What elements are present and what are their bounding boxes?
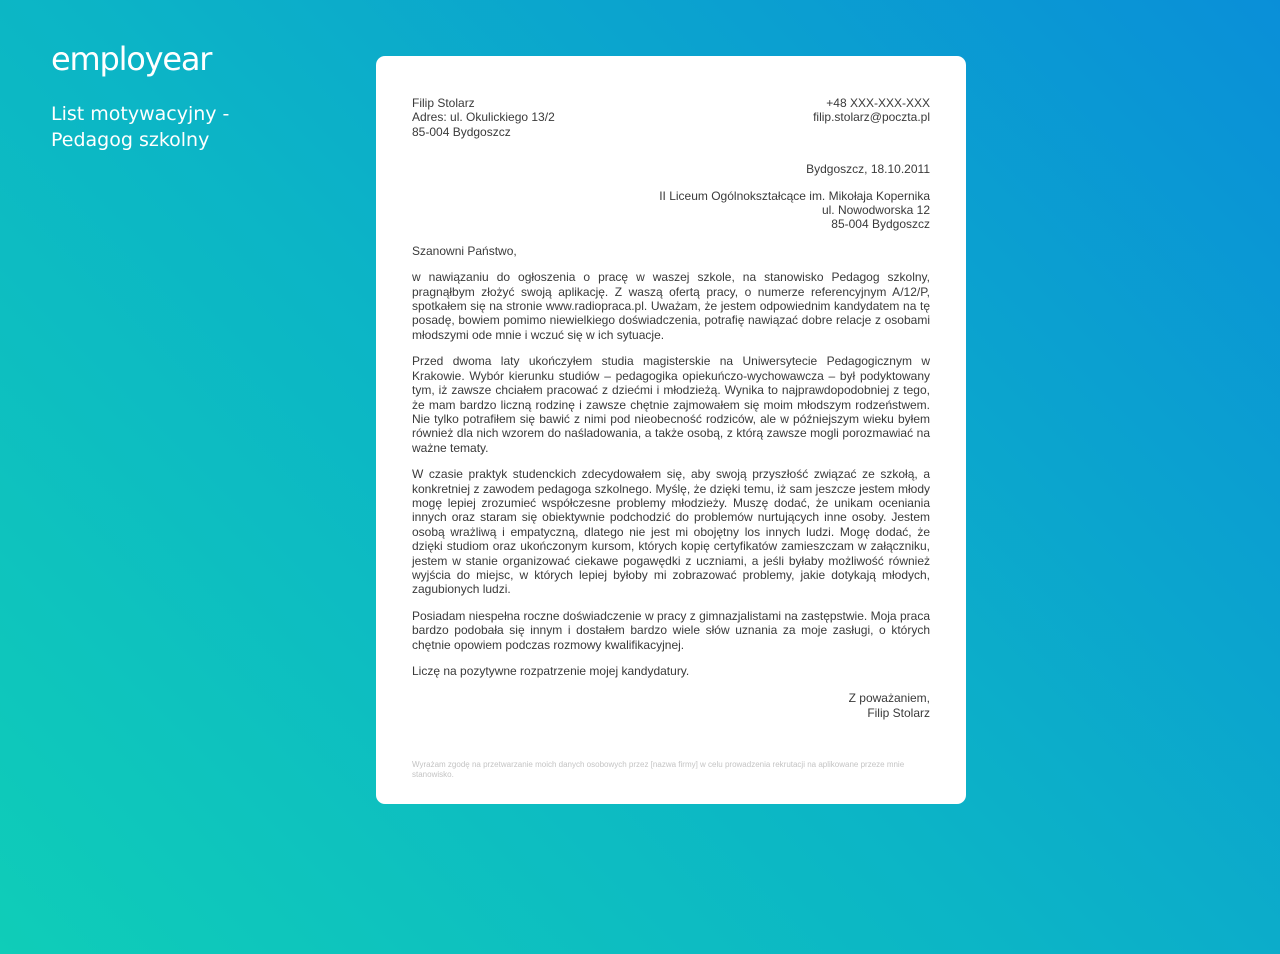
sender-city: 85-004 Bydgoszcz	[412, 124, 511, 139]
page-title-line-2: Pedagog szkolny	[51, 129, 210, 151]
sender-phone: +48 XXX-XXX-XXX	[826, 96, 930, 110]
letter-page	[376, 56, 966, 804]
letter-header	[412, 96, 930, 139]
body-paragraph-3: W czasie praktyk studenckich zdecydowałem się, aby swoją przyszłość związać ze szkołą, a konkretniej z zawodem pedagoga szkolnego. Myślę, że dzięki temu, iż sam jeszcze jestem młody mogę lepiej zrozumieć współczesne problemy młodzieży. Muszę dodać, że unikam oceniania innych oraz staram się obiektywnie podchodzić do problemów nurtujących inne osoby. Jestem osobą wrażliwą i empatyczną, dlatego nie jest mi obojętny los innych ludzi. Mogę dodać, że dzięki studiom oraz ukończonym kursom, których kopię certyfikatów zamieszczam w załączniku, jestem w stanie organizować ciekawe pogawędki z uczniami, a jeśli byłaby możliwość również wyjścia do miejsc, w których lepiej byłoby mi zobrazować problemy, jakie dotykają młodych, zagubionych ludzi.	[412, 467, 930, 597]
sender-address: Adres: ul. Okulickiego 13/2	[412, 110, 555, 125]
closing-phrase: Z poważaniem,	[848, 691, 930, 706]
recipient-block	[412, 189, 930, 232]
sender-name: Filip Stolarz	[412, 96, 475, 110]
closing-block	[412, 691, 930, 720]
body-paragraph-1: w nawiązaniu do ogłoszenia o pracę w waszej szkole, na stanowisko Pedagog szkolny, pragnąłbym złożyć swoją aplikację. Z waszą ofertą pracy, o numerze referencyjnym A/12/P, spotkałem się na stronie www.radiopraca.pl. Uważam, że jestem odpowiednim kandydatem na tę posadę, bowiem pomimo niewielkiego doświadczenia, potrafię nawiązać dobre relacje z osobami młodszymi ode mnie i wczuć się w ich sytuacje.	[412, 270, 930, 342]
employear-logo[interactable]: employear	[51, 40, 212, 78]
sender-email: filip.stolarz@poczta.pl	[813, 110, 930, 125]
gdpr-consent-clause: Wyrażam zgodę na przetwarzanie moich danych osobowych przez [nazwa firmy] w celu prowadzenia rekrutacji na aplikowane przeze mnie stanowisko.	[412, 760, 905, 780]
body-paragraph-5: Liczę na pozytywne rozpatrzenie mojej kandydatury.	[412, 664, 690, 678]
sender-block	[412, 96, 555, 139]
recipient-name: II Liceum Ogólnokształcące im. Mikołaja Kopernika	[659, 188, 930, 203]
salutation: Szanowni Państwo,	[412, 243, 517, 258]
recipient-city: 85-004 Bydgoszcz	[831, 217, 930, 232]
body-paragraph-2: Przed dwoma laty ukończyłem studia magisterskie na Uniwersytecie Pedagogicznym w Krakowie. Wybór kierunku studiów – pedagogika opiekuńczo-wychowawcza – był podyktowany tym, iż zawsze chciałem pracować z dziećmi i młodzieżą. Wynika to najprawdopodobniej z tego, że mam bardzo liczną rodzinę i zawsze chętnie zajmowałem się moim młodszym rodzeństwem. Nie tylko potrafiłem się bawić z nimi pod nieobecność rodziców, ale w późniejszym wieku byłem również dla nich wzorem do naśladowania, a także osobą, z którą zawsze mogli porozmawiać na ważne tematy.	[412, 354, 930, 455]
body-paragraph-4: Posiadam niespełna roczne doświadczenie w pracy z gimnazjalistami na zastępstwie. Moja praca bardzo podobała się innym i dostałem bardzo wiele słów uznania za moje zasługi, o których chętnie opowiem podczas rozmowy kwalifikacyjnej.	[412, 608, 930, 652]
page-title-line-1: List motywacyjny -	[51, 103, 230, 125]
signature: Filip Stolarz	[867, 705, 930, 720]
page-title	[51, 101, 271, 153]
letter-date: Bydgoszcz, 18.10.2011	[806, 162, 930, 177]
sender-contact	[813, 96, 930, 139]
recipient-street: ul. Nowodworska 12	[821, 203, 930, 218]
